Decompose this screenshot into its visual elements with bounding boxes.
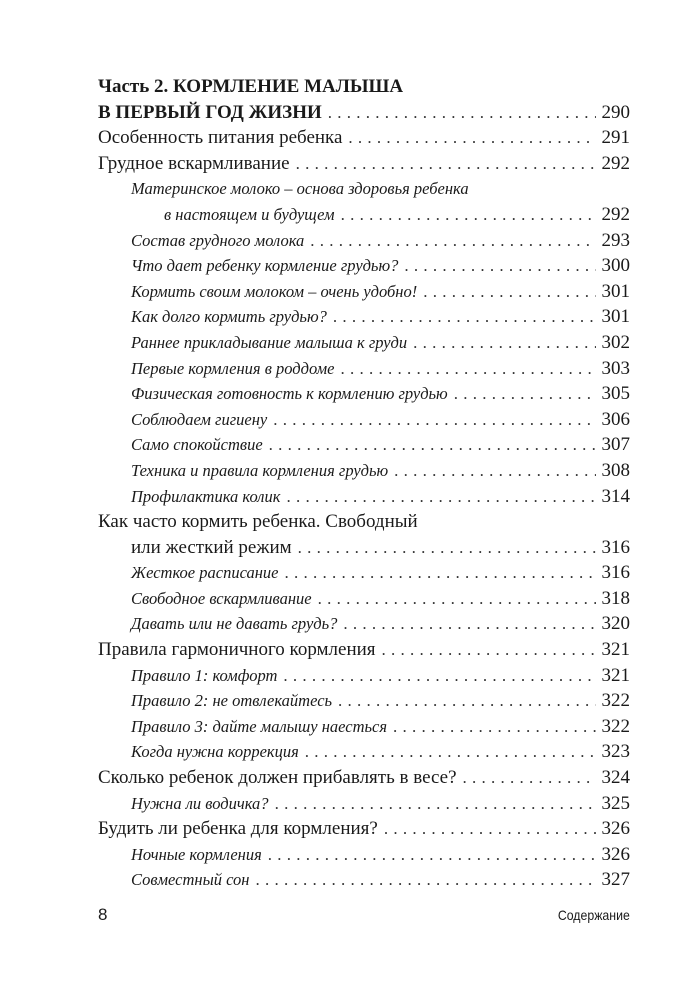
toc-leader-dots (273, 407, 595, 433)
toc-page-number: 307 (601, 434, 630, 456)
toc-page-number: 301 (601, 306, 630, 328)
toc-leader-dots (333, 304, 596, 330)
toc-page-number: 293 (601, 229, 630, 251)
toc-subentry (98, 867, 630, 893)
toc-entry-title: Совместный сон (131, 870, 250, 890)
toc-entry-title: Профилактика колик (131, 486, 281, 506)
toc-page-number: 321 (601, 664, 630, 686)
footer-section-label: Содержание (557, 907, 630, 923)
toc-leader-dots (338, 688, 595, 714)
toc-page-number: 305 (601, 383, 630, 405)
toc-subentry (98, 611, 630, 637)
toc-subentry (98, 253, 630, 279)
toc-page-number: 290 (601, 101, 630, 123)
toc-page-number: 324 (601, 767, 630, 789)
toc-subentry (98, 560, 630, 586)
toc-leader-dots (393, 714, 595, 740)
toc-page-number: 303 (601, 357, 630, 379)
toc-entry-title: Как часто кормить ребенка. Свободный (98, 511, 418, 533)
toc-entry-title: Нужна ли водичка? (131, 793, 269, 813)
toc-page-number: 327 (601, 869, 630, 891)
toc-subentry (98, 688, 630, 714)
toc-subentry (98, 381, 630, 407)
toc-entry-title: Грудное вскармливание (98, 152, 290, 174)
toc-leader-dots (296, 151, 596, 177)
toc-subentry (98, 739, 630, 765)
toc-entry-title: Кормить своим молоком – очень удобно! (131, 281, 418, 301)
toc-entry-title: Правила гармоничного кормления (98, 639, 376, 661)
toc-subentry (98, 791, 630, 817)
toc-page-number: 326 (601, 843, 630, 865)
toc-subentry (98, 842, 630, 868)
toc-entry-title: Что дает ребенку кормление грудью? (131, 256, 399, 276)
toc-page-number: 321 (601, 639, 630, 661)
toc-leader-dots (318, 586, 596, 612)
toc-subentry-continued (98, 202, 630, 228)
toc-page-number: 316 (601, 562, 630, 584)
toc-entry (98, 151, 630, 177)
toc-leader-dots (310, 228, 595, 254)
toc-entry-title: Будить ли ребенка для кормления? (98, 818, 378, 840)
toc-subentry (98, 279, 630, 305)
toc-page-number: 301 (601, 280, 630, 302)
toc-leader-dots (298, 535, 596, 561)
toc-entry (98, 637, 630, 663)
toc-entry-title: Особенность питания ребенка (98, 127, 343, 149)
toc-entry-title: Когда нужна коррекция (131, 742, 299, 762)
toc-leader-dots (284, 560, 595, 586)
toc-entry-title: или жесткий режим (131, 536, 292, 558)
toc-page-number: 292 (601, 203, 630, 225)
toc-subentry (98, 407, 630, 433)
toc-part-title-line2: В ПЕРВЫЙ ГОД ЖИЗНИ (98, 101, 322, 123)
toc-page-number: 302 (601, 331, 630, 353)
toc-entry-title: Техника и правила кормления грудью (131, 460, 389, 480)
toc-entry-title: Правило 2: не отвлекайтесь (131, 691, 333, 711)
toc-part-title-line1: Часть 2. КОРМЛЕНИЕ МАЛЫША (98, 76, 404, 97)
toc-page-number: 291 (601, 127, 630, 149)
toc-leader-dots (341, 202, 596, 228)
toc-entry-title: Жесткое расписание (131, 563, 279, 583)
toc-entry-title: Материнское молоко – основа здоровья ребенка (131, 179, 469, 199)
toc-page-number: 306 (601, 408, 630, 430)
table-of-contents (98, 74, 630, 893)
toc-entry-title: Раннее прикладывание малыша к груди (131, 332, 408, 352)
toc-entry (98, 125, 630, 151)
toc-page-number: 325 (601, 792, 630, 814)
toc-entry-continued (98, 535, 630, 561)
toc-leader-dots (423, 279, 595, 305)
toc-subentry (98, 228, 630, 254)
toc-leader-dots (384, 816, 596, 842)
toc-page-number: 322 (601, 690, 630, 712)
toc-leader-dots (382, 637, 596, 663)
page-footer (98, 905, 630, 925)
toc-entry-title: Соблюдаем гигиену (131, 409, 268, 429)
toc-part-heading-continued (98, 100, 630, 126)
toc-subentry (98, 714, 630, 740)
toc-page-number: 323 (601, 741, 630, 763)
toc-entry-title: Сколько ребенок должен прибавлять в весе? (98, 767, 457, 789)
toc-page-number: 320 (601, 613, 630, 635)
toc-leader-dots (328, 100, 596, 126)
toc-leader-dots (343, 611, 595, 637)
toc-subentry (98, 176, 630, 202)
toc-leader-dots (286, 484, 595, 510)
toc-leader-dots (348, 125, 595, 151)
toc-leader-dots (463, 765, 596, 791)
toc-subentry (98, 432, 630, 458)
toc-entry-title: Правило 3: дайте малышу наесться (131, 716, 388, 736)
toc-leader-dots (404, 253, 595, 279)
toc-page-number: 322 (601, 715, 630, 737)
toc-leader-dots (413, 330, 595, 356)
toc-leader-dots (268, 842, 596, 868)
toc-subentry (98, 458, 630, 484)
toc-leader-dots (283, 663, 595, 689)
toc-leader-dots (305, 739, 596, 765)
toc-part-heading (98, 74, 630, 100)
toc-page-number: 292 (601, 152, 630, 174)
toc-entry-title: Давать или не давать грудь? (131, 614, 338, 634)
toc-entry-title: Физическая готовность к кормлению грудью (131, 384, 448, 404)
toc-entry (98, 765, 630, 791)
toc-entry (98, 816, 630, 842)
toc-page-number: 300 (601, 255, 630, 277)
toc-entry-title: в настоящем и будущем (164, 204, 335, 224)
toc-entry-title: Первые кормления в роддоме (131, 358, 335, 378)
toc-leader-dots (394, 458, 595, 484)
toc-leader-dots (275, 791, 596, 817)
toc-page-number: 316 (601, 536, 630, 558)
toc-leader-dots (256, 867, 596, 893)
toc-entry-title: Ночные кормления (131, 844, 262, 864)
toc-leader-dots (269, 432, 596, 458)
toc-page-number: 326 (601, 818, 630, 840)
toc-page-number: 308 (601, 459, 630, 481)
toc-leader-dots (454, 381, 596, 407)
toc-entry-title: Правило 1: комфорт (131, 665, 278, 685)
toc-subentry (98, 586, 630, 612)
footer-page-number: 8 (98, 905, 108, 924)
toc-entry (98, 509, 630, 535)
toc-entry-title: Само спокойствие (131, 435, 263, 455)
toc-entry-title: Состав грудного молока (131, 230, 305, 250)
toc-subentry (98, 330, 630, 356)
toc-subentry (98, 356, 630, 382)
toc-page-number: 318 (601, 587, 630, 609)
toc-entry-title: Как долго кормить грудью? (131, 307, 327, 327)
toc-leader-dots (340, 356, 595, 382)
toc-page-number: 314 (601, 485, 630, 507)
toc-subentry (98, 304, 630, 330)
toc-entry-title: Свободное вскармливание (131, 588, 312, 608)
toc-subentry (98, 484, 630, 510)
toc-subentry (98, 663, 630, 689)
